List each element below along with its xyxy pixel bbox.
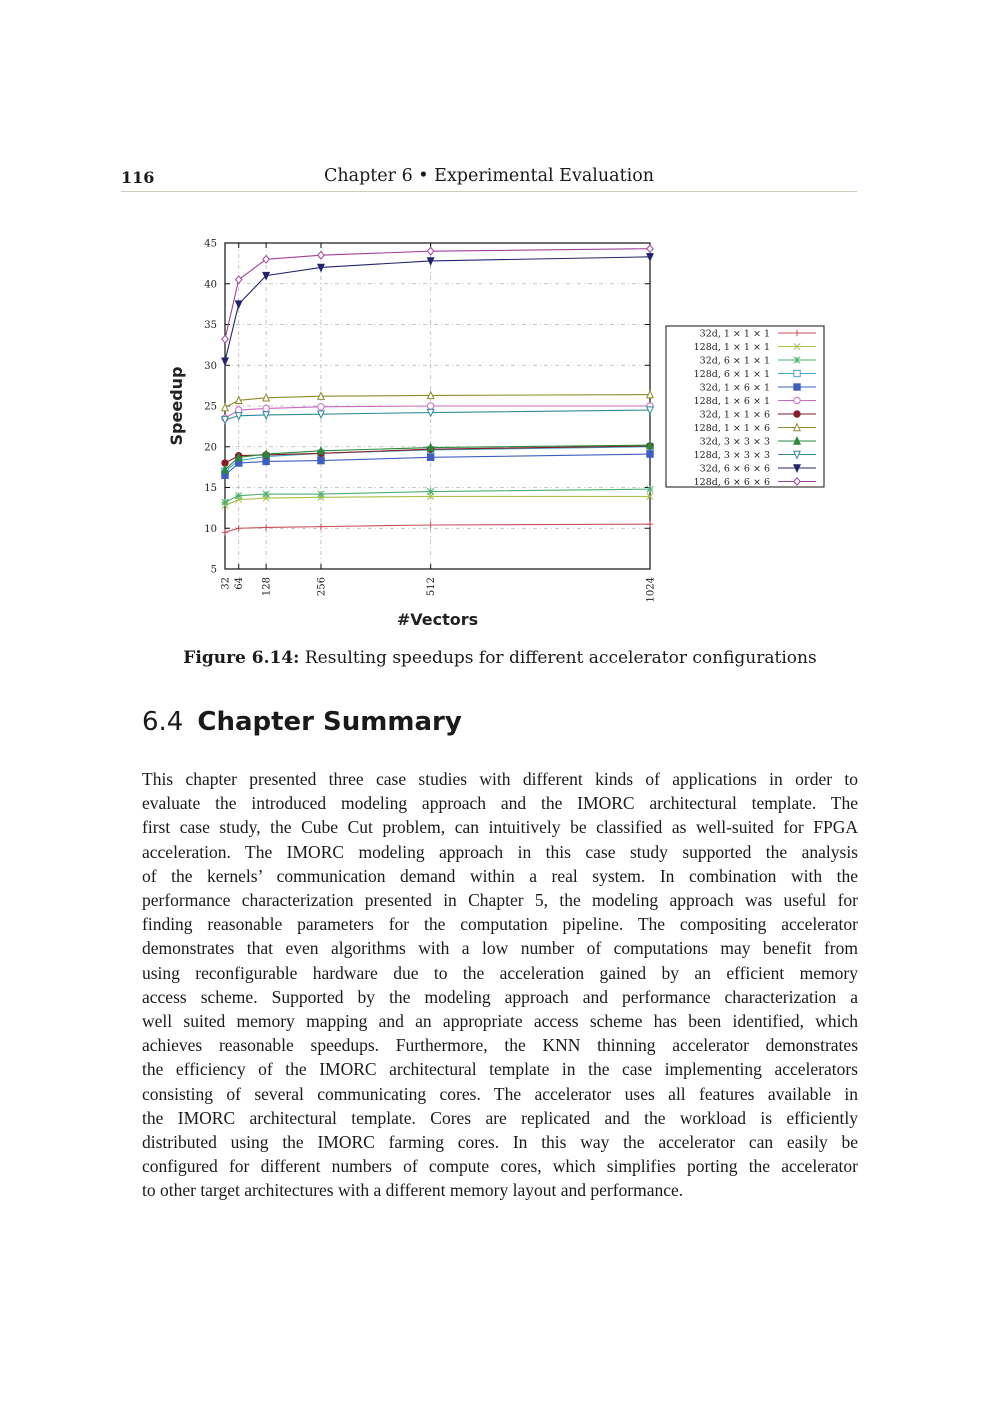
series-line (225, 410, 650, 420)
body-paragraph (142, 767, 858, 1203)
y-tick-label: 20 (204, 442, 217, 454)
x-tick-label: 32 (220, 577, 232, 590)
series-line (225, 447, 650, 471)
legend-label: 32d, 1 × 6 × 1 (699, 382, 770, 394)
data-point (222, 358, 228, 365)
legend-marker (794, 397, 800, 403)
y-tick-label: 10 (204, 523, 217, 535)
y-tick-label: 5 (210, 564, 217, 576)
y-tick-label: 45 (204, 238, 217, 250)
series-line (225, 496, 650, 505)
page-header (121, 163, 857, 192)
data-point (263, 458, 269, 464)
legend-marker (794, 370, 800, 376)
x-tick-label: 128 (261, 577, 273, 597)
data-point (263, 524, 269, 530)
data-point (263, 405, 269, 411)
data-point (236, 301, 242, 308)
data-point (427, 247, 433, 254)
body-line: the IMORC architectural template. Cores are replicated and the workload is efficiently (142, 1107, 858, 1128)
legend-label: 128d, 1 × 6 × 1 (693, 396, 770, 407)
data-point (427, 488, 433, 494)
series-line (225, 257, 650, 361)
figure-label: Figure 6.14: (183, 648, 300, 668)
data-point (222, 529, 228, 535)
y-tick-label: 35 (204, 320, 217, 331)
figure-caption (0, 648, 1000, 668)
y-tick-label: 25 (204, 401, 217, 413)
data-point (647, 521, 653, 527)
body-line: of the kernels’ communication demand within a real system. In combination with the (142, 865, 858, 886)
legend-label: 128d, 6 × 1 × 1 (693, 369, 770, 380)
legend-marker (794, 384, 800, 390)
data-point (222, 404, 228, 411)
data-point (318, 404, 324, 410)
data-point (318, 491, 324, 497)
series-line (225, 454, 650, 475)
legend-label: 128d, 1 × 1 × 6 (693, 423, 770, 434)
data-point (427, 454, 433, 460)
section-number: 6.4 (142, 707, 184, 737)
legend-label: 32d, 6 × 6 × 6 (699, 463, 770, 475)
body-line: the efficiency of the IMORC architectural template in the case implementing accelerators (142, 1059, 858, 1080)
data-point (318, 523, 324, 529)
data-point (318, 457, 324, 463)
body-line: well suited memory mapping and an appropriate access scheme has been identified, which (142, 1011, 858, 1032)
data-point (427, 522, 433, 528)
y-axis-label: Speedup (167, 366, 186, 446)
data-point (263, 256, 269, 263)
x-tick-label: 1024 (645, 577, 657, 603)
body-line: consisting of several communicating cores. The accelerator uses all features available in (142, 1083, 858, 1104)
body-line: using reconfigurable hardware due to the acceleration gained by an efficient memory (142, 962, 858, 983)
body-line: first case study, the Cube Cut problem, can intuitively be classified as well-suited for FPGA (142, 817, 858, 838)
legend-label: 128d, 3 × 3 × 3 (693, 450, 770, 461)
speedup-chart (150, 225, 850, 635)
x-axis-label: #Vectors (396, 610, 479, 629)
data-point (236, 492, 242, 498)
data-point (263, 491, 269, 497)
data-point (647, 451, 653, 457)
legend-label: 32d, 3 × 3 × 3 (699, 436, 770, 448)
data-point (222, 335, 228, 342)
data-point (236, 525, 242, 531)
series-line (225, 249, 650, 339)
body-line: to other target architectures with a different memory layout and performance. (142, 1180, 684, 1201)
y-tick-label: 15 (204, 483, 217, 494)
data-point (647, 245, 653, 252)
data-point (222, 499, 228, 505)
figure-caption-text: Resulting speedups for different accelerator configurations (299, 648, 817, 668)
body-line: performance characterization presented in Chapter 5, the modeling approach was useful for (142, 890, 858, 911)
legend-marker (794, 357, 800, 363)
body-line: achieves reasonable speedups. Furthermore, the KNN thinning accelerator demonstrates (142, 1035, 858, 1056)
body-line: finding reasonable parameters for the computation pipeline. The compositing accelerator (142, 914, 858, 935)
body-line: This chapter presented three case studies with different kinds of applications in order to (142, 769, 858, 789)
section-heading (142, 707, 462, 737)
page-number: 116 (121, 168, 155, 187)
legend-label: 128d, 1 × 1 × 1 (693, 342, 770, 353)
legend-label: 32d, 6 × 1 × 1 (699, 355, 770, 367)
body-line: access scheme. Supported by the modeling approach and performance characterization a (142, 986, 858, 1007)
series-line (225, 489, 650, 502)
data-point (647, 486, 653, 492)
body-line: distributed using the IMORC farming cores. In this way the accelerator can easily be (142, 1132, 858, 1153)
x-tick-label: 256 (316, 577, 328, 597)
body-line: evaluate the introduced modeling approach and the IMORC architectural template. The (142, 793, 858, 814)
legend-marker (794, 411, 800, 417)
data-point (236, 276, 242, 283)
x-tick-label: 512 (426, 577, 438, 597)
running-head: Chapter 6 • Experimental Evaluation (323, 166, 655, 186)
legend-label: 128d, 6 × 6 × 6 (693, 477, 770, 488)
y-tick-label: 40 (204, 279, 217, 291)
section-title: Chapter Summary (197, 707, 462, 737)
data-point (427, 403, 433, 409)
x-tick-label: 64 (234, 577, 246, 590)
body-line: acceleration. The IMORC modeling approach in this case study supported the analysis (142, 841, 858, 862)
legend-label: 32d, 1 × 1 × 6 (699, 409, 770, 421)
y-tick-label: 30 (204, 360, 217, 372)
legend-label: 32d, 1 × 1 × 1 (699, 328, 770, 340)
body-line: configured for different numbers of compute cores, which simplifies porting the accelerator (142, 1156, 858, 1177)
body-line: demonstrates that even algorithms with a low number of computations may benefit from (142, 938, 858, 959)
data-point (318, 252, 324, 259)
